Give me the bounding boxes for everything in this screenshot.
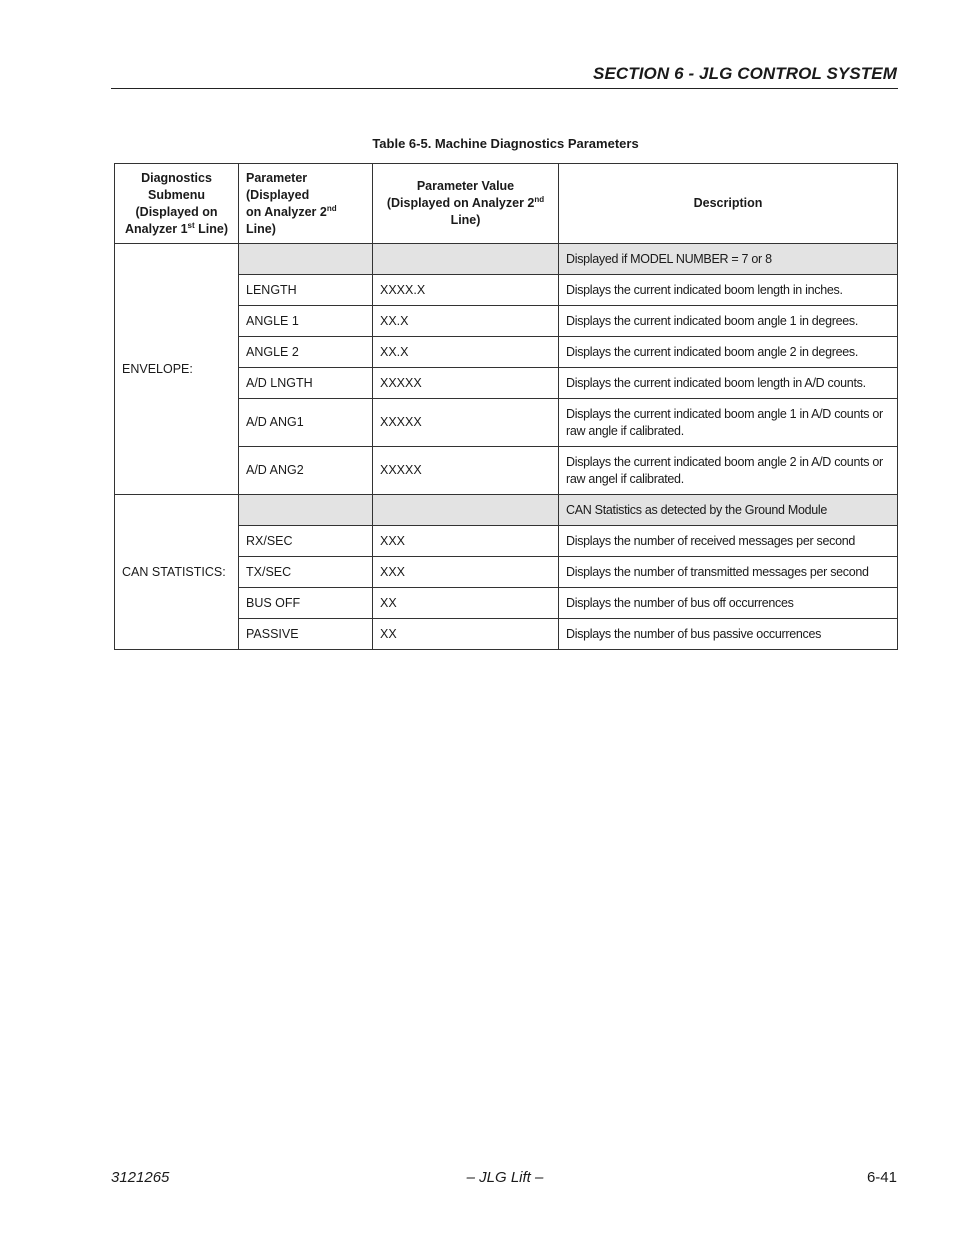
- value-cell: XXX: [373, 526, 559, 557]
- column-header-submenu: Diagnostics Submenu (Displayed on Analyzer 1st Line): [115, 164, 239, 244]
- value-cell: XXXXX: [373, 368, 559, 399]
- diagnostics-table: [114, 163, 898, 650]
- description-cell: Displays the number of bus off occurrences: [559, 588, 898, 619]
- value-cell: XX: [373, 619, 559, 650]
- parameter-cell: RX/SEC: [239, 526, 373, 557]
- value-cell: XXXXX: [373, 447, 559, 495]
- value-cell: XX: [373, 588, 559, 619]
- value-cell: XXXX.X: [373, 275, 559, 306]
- description-cell: Displays the current indicated boom angle 1 in degrees.: [559, 306, 898, 337]
- group-header-row: [115, 495, 898, 526]
- description-cell: Displayed if MODEL NUMBER = 7 or 8: [559, 244, 898, 275]
- parameter-cell: ANGLE 1: [239, 306, 373, 337]
- header-divider: [111, 88, 898, 89]
- group-header-row: [115, 244, 898, 275]
- table-header-row: [115, 164, 898, 244]
- column-header-description: Description: [559, 164, 898, 244]
- description-cell: Displays the current indicated boom angle 2 in A/D counts or raw angel if calibrated.: [559, 447, 898, 495]
- description-cell: Displays the current indicated boom angle 1 in A/D counts or raw angle if calibrated.: [559, 399, 898, 447]
- description-cell: CAN Statistics as detected by the Ground Module: [559, 495, 898, 526]
- page-number: 6-41: [866, 1169, 897, 1186]
- description-cell: Displays the current indicated boom length in inches.: [559, 275, 898, 306]
- parameter-cell: [239, 244, 373, 275]
- parameter-cell: TX/SEC: [239, 557, 373, 588]
- section-title: SECTION 6 - JLG CONTROL SYSTEM: [593, 64, 897, 83]
- parameter-cell: A/D ANG2: [239, 447, 373, 495]
- value-cell: XX.X: [373, 306, 559, 337]
- value-cell: [373, 495, 559, 526]
- column-header-value: Parameter Value (Displayed on Analyzer 2nd Line): [373, 164, 559, 244]
- parameter-cell: BUS OFF: [239, 588, 373, 619]
- parameter-cell: [239, 495, 373, 526]
- value-cell: [373, 244, 559, 275]
- parameter-cell: A/D ANG1: [239, 399, 373, 447]
- parameter-cell: ANGLE 2: [239, 337, 373, 368]
- value-cell: XXX: [373, 557, 559, 588]
- value-cell: XXXXX: [373, 399, 559, 447]
- description-cell: Displays the current indicated boom angle 2 in degrees.: [559, 337, 898, 368]
- description-cell: Displays the number of bus passive occurrences: [559, 619, 898, 650]
- parameter-cell: PASSIVE: [239, 619, 373, 650]
- description-cell: Displays the current indicated boom length in A/D counts.: [559, 368, 898, 399]
- document-number: 3121265: [111, 1169, 170, 1186]
- submenu-cell: CAN STATISTICS:: [115, 495, 239, 650]
- column-header-parameter: Parameter (Displayed on Analyzer 2nd Line): [239, 164, 373, 244]
- description-cell: Displays the number of received messages per second: [559, 526, 898, 557]
- table-caption: Table 6-5. Machine Diagnostics Parameters: [372, 136, 639, 151]
- parameter-cell: A/D LNGTH: [239, 368, 373, 399]
- description-cell: Displays the number of transmitted messages per second: [559, 557, 898, 588]
- submenu-cell: ENVELOPE:: [115, 244, 239, 495]
- parameter-cell: LENGTH: [239, 275, 373, 306]
- footer-brand: – JLG Lift –: [466, 1169, 544, 1186]
- value-cell: XX.X: [373, 337, 559, 368]
